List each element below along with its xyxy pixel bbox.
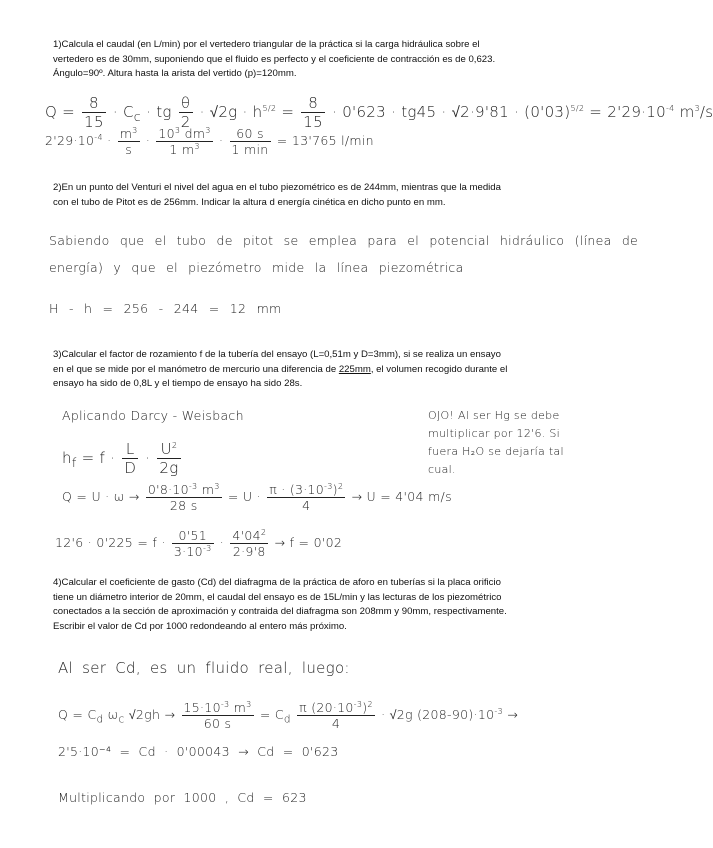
q3-darcy-equation: $h_f = f$ · $\frac{L}{D}$ · $\frac{U^2}{2g}$ <box>62 440 179 477</box>
q2-explanation-line-2: energía) y que el piezómetro mide la línea piezométrica <box>49 260 464 275</box>
underlined-value: 225mm <box>338 363 371 375</box>
q4-cd-equation: 2'5·10⁻⁴ = Cd · 0'00043 → Cd = 0'623 <box>58 744 339 759</box>
q1-conversion-equation: $2'29\cdot 10^{-4}$ · $\frac{m^3}{s}$ · $\frac{10^3 dm^3}{1 m^3}$ · $\frac{60 s}{1 \min}$ = 13'765 l/min <box>45 126 374 158</box>
q1-flow-equation: Q = $\frac{8}{15}$ · $C_c$ · tg $\frac{\theta}{2}$ · $√2g \cdot h^{5/2}$ = $\frac{8}{15}$ · $0'623 \cdot tg45 \cdot √2\cdot 9'81 \cdot (0'03)^{5/2} = 2'29\cdot 10^{-4}$ $m^3/s$ <box>45 94 713 131</box>
question-4-text: 4)Calcular el coeficiente de gasto (Cd) del diafragma de la práctica de aforo en tuberías si la placa orificio tiene un diámetro interior de 20mm, el caudal del ensayo es de 15L/min y las lecturas de los piezométrico conectados a la sección de aproximación y contraida del diafragma son 208mm y 90mm, respectivamente. Escribir el valor de Cd por 1000 redondeando al entero más próximo. <box>53 577 507 632</box>
question-1-text: 1)Calcula el caudal (en L/min) por el vertedero triangular de la práctica si la carga hidráulica sobre el vertedero es de 30mm, suponiendo que el fluido es perfecto y el coeficiente de contracción es de 0,623. Ángulo=90º. Altura hasta la arista del vertido (p)=120mm. <box>53 39 496 79</box>
q2-result-equation: H - h = 256 - 244 = 12 mm <box>49 301 282 316</box>
question-2-text: 2)En un punto del Venturi el nivel del agua en el tubo piezométrico es de 244mm, mientras que la medida con el tubo de Pitot es de 256mm. Indicar la altura d energía cinética en dicho punto en mm. <box>53 182 501 208</box>
q4-final-result: Multiplicando por 1000 , Cd = 623 <box>58 790 307 805</box>
q3-velocity-equation: Q = U · ω → $\frac{0'8\cdot 10^{-3} m^3}{28 s}$ = U · $\frac{\pi \cdot (3\cdot 10^{-3})^2}{4}$ → U = 4'04 m/s <box>62 482 452 514</box>
q4-intro-line: Al ser Cd, es un fluido real, luego: <box>58 659 350 677</box>
q3-method-heading: Aplicando Darcy - Weisbach <box>62 408 244 423</box>
q3-side-note: OJO! Al ser Hg se debe multiplicar por 12'6. Si fuera H₂O se dejaría tal cual. <box>428 409 564 476</box>
q4-discharge-equation: $Q = C_d$ $\omega_c$ √2gh → $\frac{15\cdot 10^{-3} m^3}{60 s}$ = $C_d$ $\frac{\pi (20\cdot 10^{-3})^2}{4}$ · √2g $(208-90)\cdot 10^{-3}$ → <box>58 700 518 732</box>
q3-friction-equation: 12'6 · 0'225 = f · $\frac{0'51}{3\cdot 10^{-3}}$ · $\frac{4'04^2}{2\cdot 9'8}$ → f = 0'02 <box>55 528 343 560</box>
question-3-text: 3)Calcular el factor de rozamiento f de la tubería del ensayo (L=0,51m y D=3mm), si se realiza un ensayo en el que se mide por el manómetro de mercurio una diferencia de 225mm, el volumen recogido durante el ensayo ha sido de 0,8L y el tiempo de ensayo ha sido 28s. <box>53 349 508 389</box>
q2-explanation-line-1: Sabiendo que el tubo de pitot se emplea para el potencial hidráulico (línea de <box>49 233 639 248</box>
